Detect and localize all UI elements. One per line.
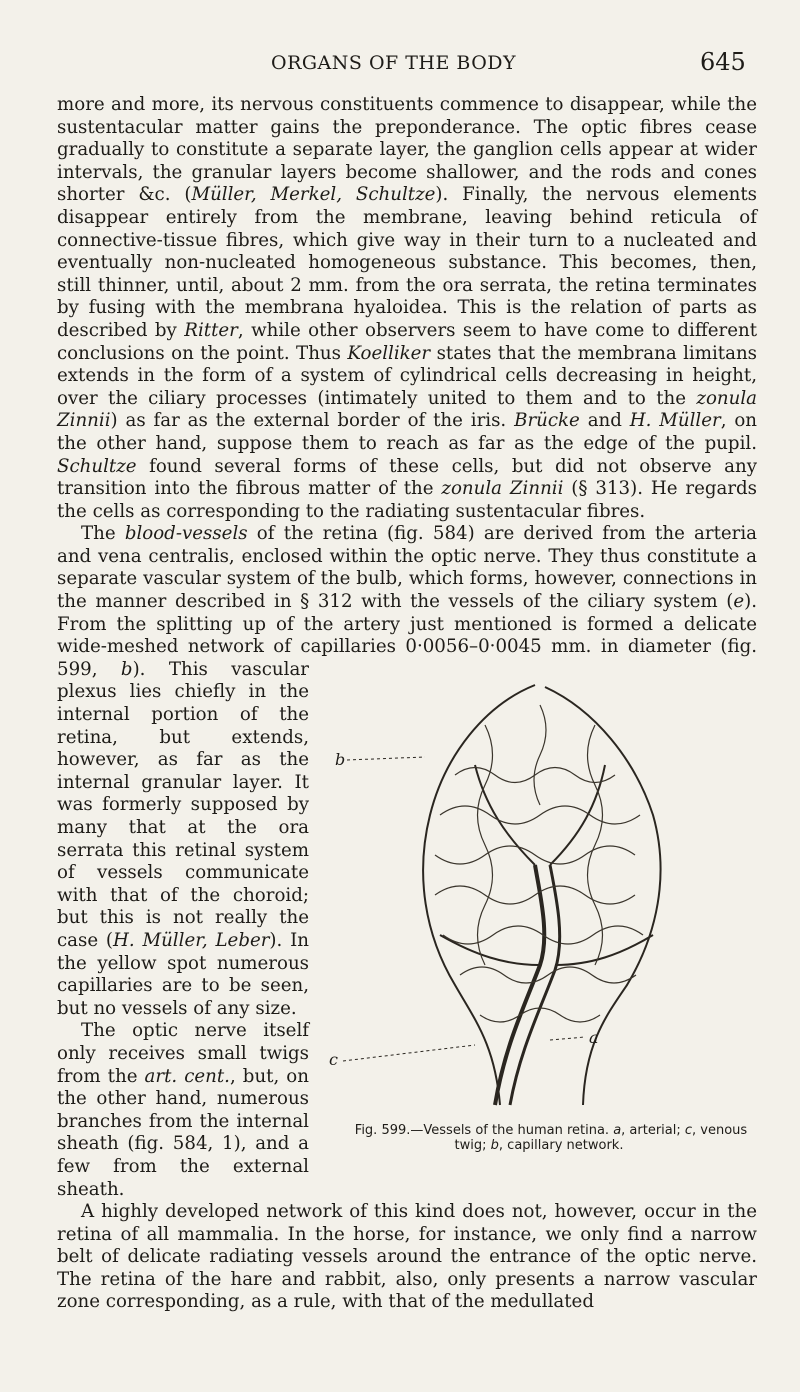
retina-vessels-illustration xyxy=(329,665,745,1115)
capillary-mesh xyxy=(460,967,636,983)
paragraph-3: The optic nerve itself only receives small twigs from the art. cent., but, on the other hand, numerous branches from the internal sheath (fig. 584, 1), and a few from the external sheath. xyxy=(57,1020,309,1200)
vessel-trunk xyxy=(510,865,560,1105)
paragraph-2: The blood-vessels of the retina (fig. 584) are derived from the arteria and vena centralis, enclosed within the optic nerve. They thus constitute a separate vascular system of the bulb, which forms, however, connections in the manner described in § 312 with the vessels of the ciliary system (e). From the splitting up of the artery just mentioned is formed a delicate wide-meshed network of capillaries 0·0056–0·0045 mm. in diameter (fig. 599, b c a Fig. 599.—Vessels of the human retina. a, arterial; c, venous twig; b, capillary network. b). This vascular plexus lies chiefly in the internal portion of the retina, but extends, however, as far as the internal granular layer. It was formerly supposed by many that at the ora serrata this retinal system of vessels communicate with that of the choroid; but this is not really the case (H. Müller, Leber). In the yellow spot numerous capillaries are to be seen, but no vessels of any size. xyxy=(57,523,757,1020)
vessel-outline xyxy=(423,685,535,1105)
page-number: 645 xyxy=(700,48,746,76)
label-leader xyxy=(343,1045,475,1061)
figure-label-b: b xyxy=(335,749,346,769)
vessel-branch xyxy=(550,765,605,865)
capillary-mesh xyxy=(435,886,635,904)
vessel-branch xyxy=(440,935,540,965)
paragraph-1: more and more, its nervous constituents commence to disappear, while the sustentacular matter gains the preponderance. The optic fibres cease gradually to constitute a separate layer, the ganglion cells appear at wider intervals, the granular layers become shallower, and the rods and cones shorter &c. (Müller, Merkel, Schultze). Finally, the nervous elements disappear entirely from the membrane, leaving behind reticula of connective-tissue fibres, which give way in their turn to a nucleated and eventually non-nucleated homogeneous substance. This becomes, then, still thinner, until, about 2 mm. from the ora serrata, the retina terminates by fusing with the membrana hyaloidea. This is the relation of parts as described by Ritter, while other observers seem to have come to different conclusions on the point. Thus Koelliker states that the membrana limitans extends in the form of a system of cylindrical cells decreasing in height, over the ciliary processes (intimately united to them and to the zonula Zinnii) as far as the external border of the iris. Brücke and H. Müller, on the other hand, suppose them to reach as far as the edge of the pupil. Schultze found several forms of these cells, but did not observe any transition into the fibrous matter of the zonula Zinnii (§ 313). He regards the cells as corresponding to the radiating sustentacular fibres. xyxy=(57,94,758,522)
body-text xyxy=(57,94,757,1314)
capillary-mesh xyxy=(440,806,640,824)
label-leader xyxy=(550,1037,585,1040)
running-head: ORGANS OF THE BODY xyxy=(271,52,517,74)
vessel-branch xyxy=(555,935,653,965)
capillary-mesh xyxy=(435,846,635,864)
vessel-outline xyxy=(545,687,661,1105)
capillary-mesh xyxy=(478,725,493,965)
figure-label-a: a xyxy=(589,1027,599,1047)
capillary-mesh xyxy=(534,705,546,805)
page-header xyxy=(0,48,800,78)
capillary-mesh xyxy=(588,725,603,965)
figure-label-c: c xyxy=(329,1049,338,1069)
paragraph-4: A highly developed network of this kind does not, however, occur in the retina of all mammalia. In the horse, for instance, we only find a narrow belt of delicate radiating vessels around the entrance of the optic nerve. The retina of the hare and rabbit, also, only presents a narrow vascular zone corresponding, as a rule, with that of the medullated xyxy=(57,1201,757,1313)
label-leader xyxy=(347,757,425,760)
figure-caption: Fig. 599.—Vessels of the human retina. a, arterial; c, venous twig; b, capillary network. xyxy=(354,1122,748,1153)
figure-599 xyxy=(319,665,757,1181)
